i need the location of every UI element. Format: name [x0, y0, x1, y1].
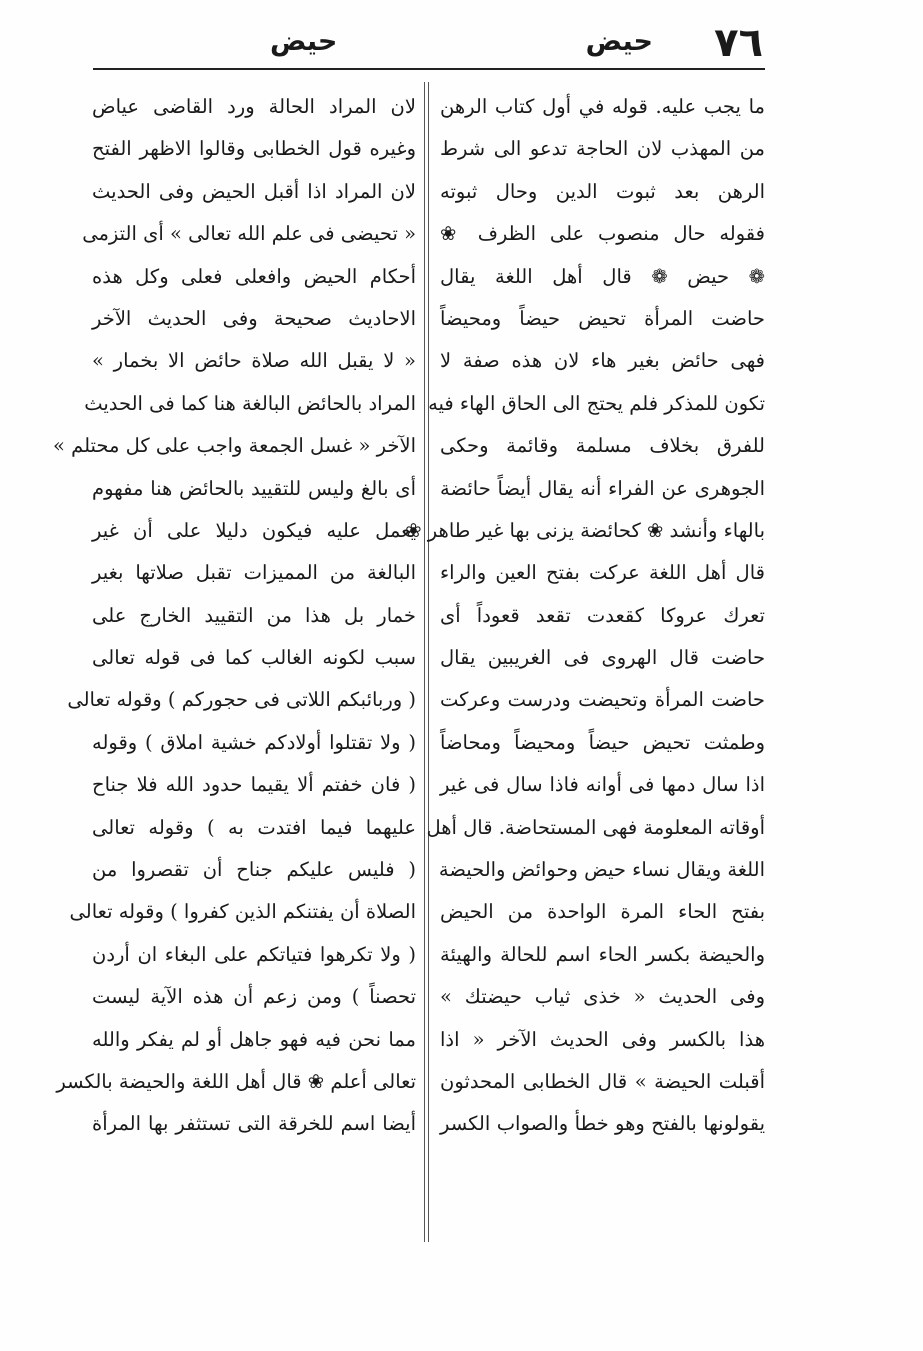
- text-line: الاحاديث صحيحة وفى الحديث الآخر: [92, 306, 416, 330]
- text-line: خمار بل هذا من التقييد الخارج على: [92, 603, 416, 627]
- text-line: لان المراد اذا أقبل الحيض وفى الحديث: [92, 179, 416, 203]
- text-line: ( فليس عليكم جناح أن تقصروا من: [92, 858, 416, 882]
- text-line: يعمل عليه فيكون دليلا على أن غير: [92, 518, 416, 542]
- text-line: ( ولا تكرهوا فتياتكم على البغاء ان أردن: [92, 942, 416, 966]
- text-line: تعالى أعلم ❀ قال أهل اللغة والحيضة بالكسر: [56, 1069, 416, 1093]
- text-line: حاضت قال الهروى فى الغريبين يقال: [440, 646, 765, 670]
- entry-heading-line: ❁ حيض ❁ قال أهل اللغة يقال: [440, 264, 765, 288]
- text-line: الآخر « غسل الجمعة واجب على كل محتلم »: [52, 434, 416, 458]
- text-line: فهى حائض بغير هاء لان هذه صفة لا: [440, 349, 765, 373]
- text-line: الجوهرى عن الفراء أنه يقال أيضاً حائضة: [440, 476, 765, 500]
- text-line: أى بالغ وليس للتقييد بالحائض هنا مفهوم: [92, 476, 416, 500]
- header-rule: [93, 68, 765, 70]
- text-line: ( وربائبكم اللاتى فى حجوركم ) وقوله تعالى: [67, 688, 416, 712]
- text-line: سبب لكونه الغالب كما فى قوله تعالى: [92, 646, 416, 670]
- text-line: وفى الحديث « خذى ثياب حيضتك »: [440, 985, 765, 1009]
- text-line: « تحيضى فى علم الله تعالى » أى التزمى: [82, 222, 416, 246]
- header-headword-left: حيض: [270, 26, 338, 57]
- text-line: من المهذب لان الحاجة تدعو الى شرط: [440, 137, 765, 161]
- text-line: وغيره قول الخطابى وقالوا الاظهر الفتح: [92, 137, 416, 161]
- text-line: يقولونها بالفتح وهو خطأ والصواب الكسر: [440, 1112, 765, 1136]
- column-divider: [424, 82, 425, 1242]
- text-line: بالهاء وأنشد ❀ كحائضة يزنى بها غير طاهر ❀: [405, 518, 765, 542]
- right-text-column: [405, 86, 765, 1146]
- text-line: البالغة من المميزات تقبل صلاتها بغير: [92, 561, 416, 585]
- text-line: والحيضة بكسر الحاء اسم للحالة والهيئة: [440, 942, 765, 966]
- text-line: الرهن بعد ثبوت الدين وحال ثبوته: [440, 179, 765, 203]
- text-line: عليهما فيما افتدت به ) وقوله تعالى: [92, 815, 416, 839]
- text-line: لان المراد الحالة ورد القاضى عياض: [92, 95, 416, 118]
- text-line: أيضا اسم للخرقة التى تستثفر بها المرأة: [92, 1112, 416, 1136]
- text-line: اللغة ويقال نساء حيض وحوائض والحيضة: [438, 858, 765, 882]
- text-line: أحكام الحيض وافعلى فعلى وكل هذه: [92, 264, 416, 288]
- header-headword-right: حيض: [585, 26, 653, 57]
- text-line: ( فان خفتم ألا يقيما حدود الله فلا جناح: [92, 773, 416, 797]
- text-line: الصلاة أن يفتنكم الذين كفروا ) وقوله تعالى: [69, 900, 416, 924]
- text-line: أقبلت الحيضة » قال الخطابى المحدثون: [440, 1069, 765, 1093]
- text-line: مما نحن فيه فهو جاهل أو لم يفكر والله: [92, 1027, 416, 1051]
- text-line: هذا بالكسر وفى الحديث الآخر « اذا: [440, 1027, 765, 1051]
- text-line: حاضت المرأة وتحيضت ودرست وعركت: [440, 688, 765, 712]
- running-header: [95, 18, 763, 68]
- text-line: ما يجب عليه. قوله في أول كتاب الرهن: [440, 95, 765, 118]
- page-number: ٧٦: [714, 20, 763, 66]
- text-line: « لا يقبل الله صلاة حائض الا بخمار »: [92, 349, 416, 373]
- text-line: تعرك عروكا كقعدت تقعد قعوداً أى: [440, 603, 765, 627]
- left-text-column: [52, 86, 416, 1146]
- text-line: وطمثت تحيض حيضاً ومحيضاً ومحاضاً: [440, 730, 765, 754]
- text-line: بفتح الحاء المرة الواحدة من الحيض: [440, 900, 765, 924]
- text-line: قال أهل اللغة عركت بفتح العين والراء: [440, 561, 765, 585]
- text-line: اذا سال دمها فى أوانه فاذا سال فى غير: [440, 773, 765, 797]
- text-line: المراد بالحائض البالغة هنا كما فى الحديث: [84, 391, 416, 415]
- text-line: تكون للمذكر فلم يحتج الى الحاق الهاء فيه: [428, 391, 765, 415]
- text-line: أوقاته المعلومة فهى المستحاضة. قال أهل: [426, 815, 765, 839]
- text-line: فقوله حال منصوب على الظرف ❀: [440, 222, 765, 246]
- text-line: حاضت المرأة تحيض حيضاً ومحيضاً: [440, 306, 765, 330]
- column-divider-inner: [428, 82, 429, 1242]
- text-line: للفرق بخلاف مسلمة وقائمة وحكى: [440, 434, 765, 458]
- text-line: ( ولا تقتلوا أولادكم خشية املاق ) وقوله: [92, 730, 416, 754]
- text-line: تحصناً ) ومن زعم أن هذه الآية ليست: [92, 985, 416, 1009]
